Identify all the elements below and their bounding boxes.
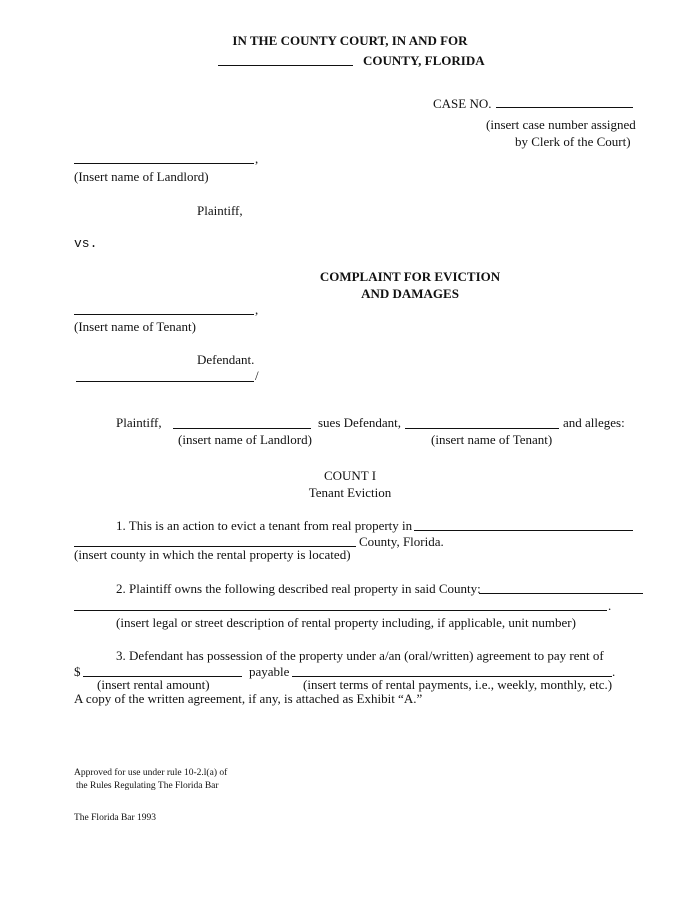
case-number-note-line2: by Clerk of the Court) <box>515 134 631 149</box>
count-heading: COUNT I <box>323 468 377 483</box>
intro-sues: sues Defendant, <box>318 415 402 430</box>
para2-hint: (insert legal or street description of rental property including, if applicable, unit number) <box>116 615 576 630</box>
intro-tenant-blank <box>405 428 559 429</box>
complaint-title-line1: COMPLAINT FOR EVICTION <box>319 269 501 284</box>
tenant-name-hint: (Insert name of Tenant) <box>74 319 196 334</box>
intro-landlord-hint: (insert name of Landlord) <box>178 432 312 447</box>
para1-county-suffix: County, Florida. <box>359 534 444 549</box>
complaint-title-line2: AND DAMAGES <box>361 286 459 301</box>
intro-plaintiff: Plaintiff, <box>116 415 162 430</box>
para2-blank-2 <box>74 610 607 611</box>
florida-bar-copyright: The Florida Bar 1993 <box>74 813 157 823</box>
para2-blank-1 <box>479 593 643 594</box>
para1-blank-1 <box>414 530 633 531</box>
court-heading-line2: COUNTY, FLORIDA <box>363 53 485 68</box>
county-blank-line <box>218 65 353 66</box>
case-number-note-line1: (insert case number assigned <box>486 117 636 132</box>
para3-text: 3. Defendant has possession of the property under a/an (oral/written) agreement to pay rent of <box>116 648 604 663</box>
para3-exhibit: A copy of the written agreement, if any, is attached as Exhibit “A.” <box>74 691 423 706</box>
court-heading-line1: IN THE COUNTY COURT, IN AND FOR <box>232 33 468 48</box>
intro-tenant-hint: (insert name of Tenant) <box>431 432 553 447</box>
para3-rent-hint: (insert rental amount) <box>97 677 210 692</box>
intro-landlord-blank <box>173 428 311 429</box>
para2-period: . <box>608 598 612 613</box>
landlord-comma: , <box>255 151 259 166</box>
para3-payable: payable <box>249 664 290 679</box>
landlord-name-hint: (Insert name of Landlord) <box>74 169 209 184</box>
approval-note-line2: the Rules Regulating The Florida Bar <box>76 781 219 791</box>
defendant-label: Defendant. <box>197 352 255 367</box>
para3-dollar: $ <box>74 664 81 679</box>
versus-label: vs. <box>74 236 98 251</box>
intro-alleges: and alleges: <box>563 415 625 430</box>
para1-text: 1. This is an action to evict a tenant from real property in <box>116 518 413 533</box>
para1-hint: (insert county in which the rental property is located) <box>74 547 351 562</box>
count-subheading: Tenant Eviction <box>308 485 392 500</box>
para3-period: . <box>612 664 616 679</box>
approval-note-line1: Approved for use under rule 10-2.l(a) of <box>74 768 228 778</box>
case-number-label: CASE NO. <box>433 96 492 111</box>
case-number-blank <box>496 107 633 108</box>
landlord-name-blank <box>74 163 254 164</box>
para3-terms-hint: (insert terms of rental payments, i.e., weekly, monthly, etc.) <box>303 677 613 692</box>
tenant-comma: , <box>255 302 259 317</box>
caption-slash: / <box>255 368 259 383</box>
caption-closing-line <box>76 381 254 382</box>
para2-text: 2. Plaintiff owns the following described real property in said County: <box>116 581 481 596</box>
tenant-name-blank <box>74 314 254 315</box>
plaintiff-label: Plaintiff, <box>197 203 243 218</box>
